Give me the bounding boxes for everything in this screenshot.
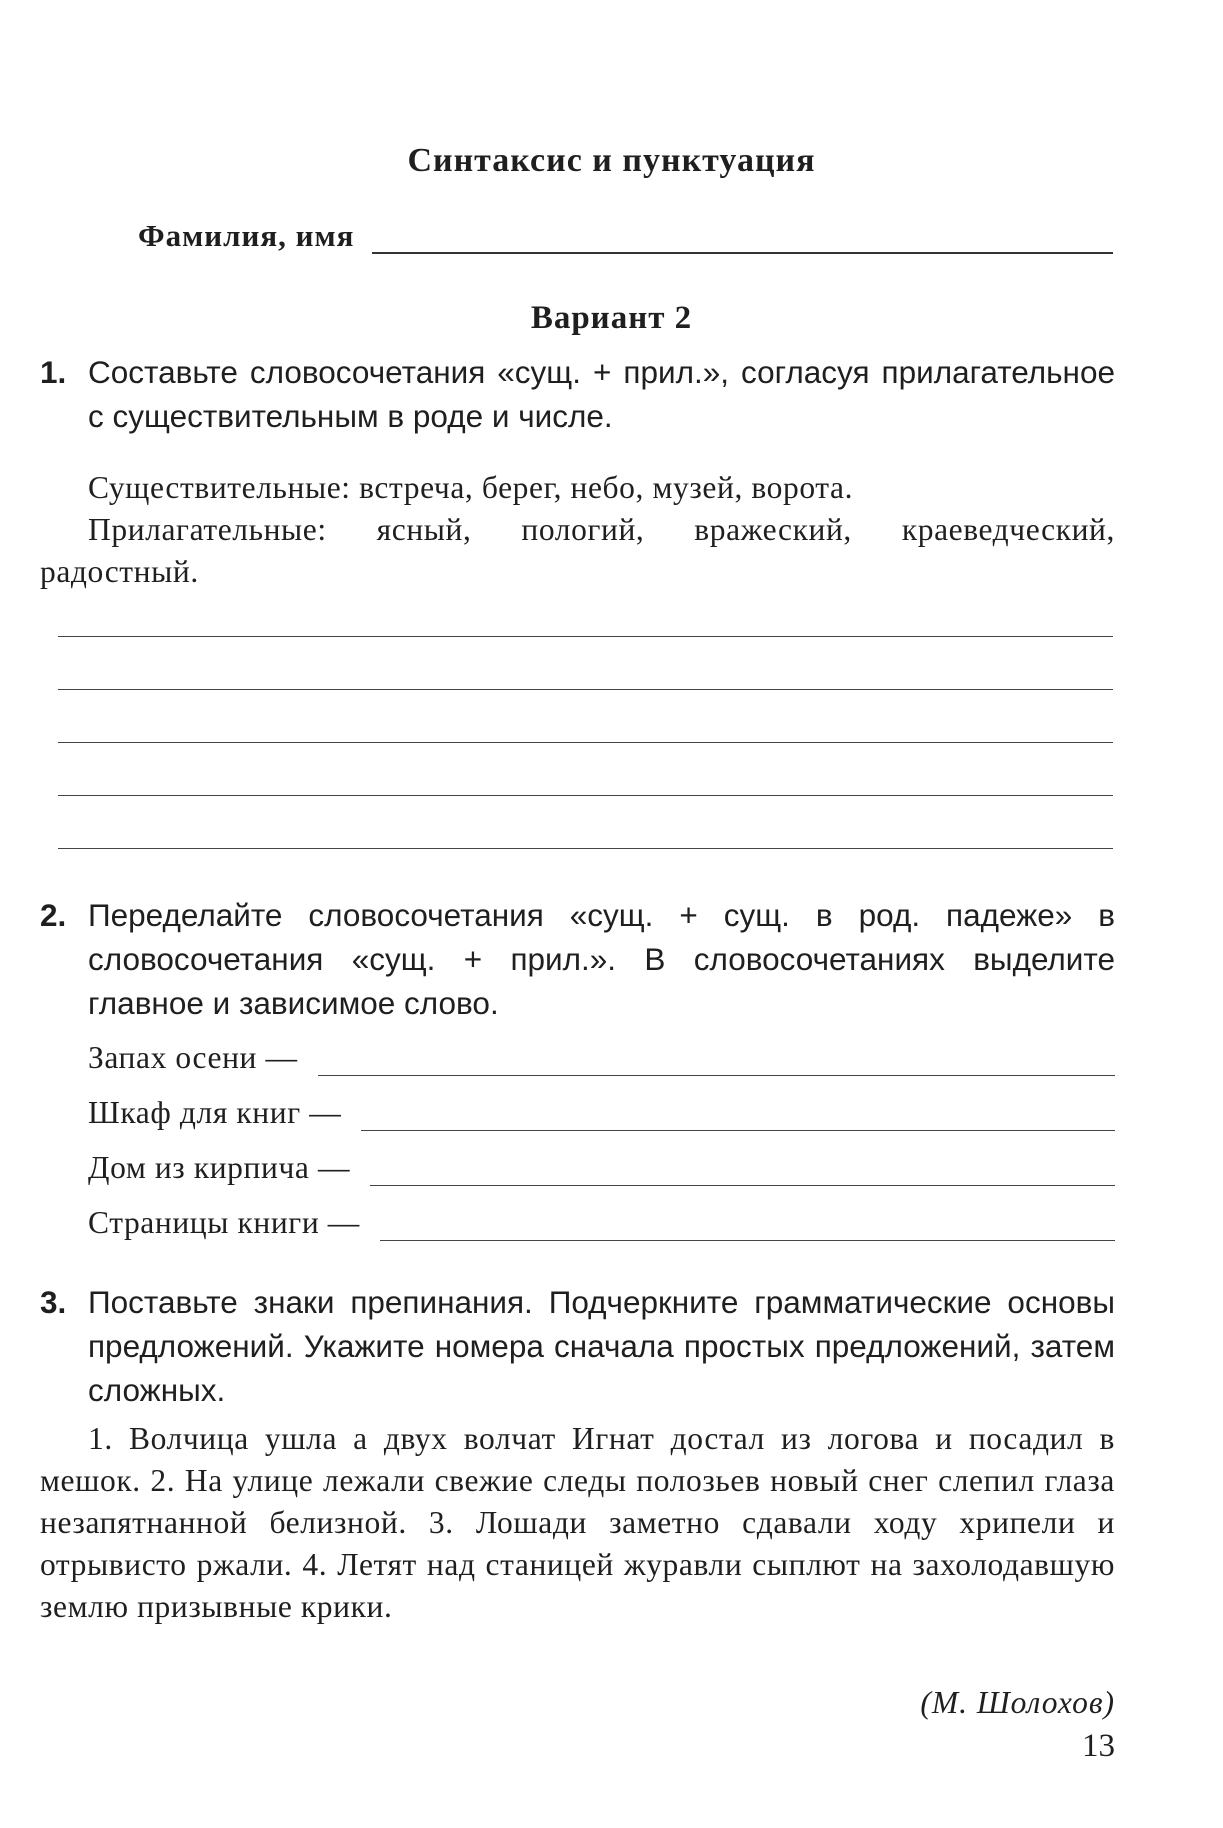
task-1-word-lists [40, 467, 1115, 593]
page-title: Синтаксис и пунктуация [407, 142, 816, 179]
name-label: Фамилия, имя [138, 218, 355, 253]
task-1-adjectives: Прилагательные: ясный, пологий, вражеский, краеведческий, радостный. [40, 512, 1115, 589]
name-field-row [138, 218, 1113, 254]
task-2-instruction: Переделайте словосочетания «сущ. + сущ. в род. падеже» в словосочетания «сущ. + прил.». В словосочетаниях выделите главное и зависимое слово. [88, 897, 1115, 1021]
passage-author: (М. Шолохов) [920, 1685, 1115, 1720]
conversion-row [88, 1040, 1115, 1076]
task-3-number: 3. [40, 1284, 67, 1320]
task-3 [40, 1280, 1115, 1412]
conversion-source: Шкаф для книг — [88, 1095, 342, 1130]
task-3-passage [40, 1418, 1115, 1628]
task-1-instruction: Составьте словосочетания «сущ. + прил.», согласуя прилагательное с существительным в роде и числе. [88, 354, 1115, 434]
variant-heading: Вариант 2 [530, 300, 693, 336]
task-1-nouns: Существительные: встреча, берег, небо, музей, ворота. [88, 470, 854, 505]
task-3-instruction: Поставьте знаки препинания. Подчеркните грамматические основы предложений. Укажите номера сначала простых предложений, затем сложных. [88, 1284, 1115, 1408]
task-3-passage-text: 1. Волчица ушла а двух волчат Игнат достал из логова и посадил в мешок. 2. На улице лежали свежие следы полозьев новый снег слепил глаза незапятнанной белизной. 3. Лошади заметно сдавали ходу хрипели и отрывисто ржали. 4. Летят над станицей журавли сыплют на захолодавшую землю призывные крики. [40, 1421, 1115, 1624]
answer-line [58, 795, 1113, 796]
conversion-row [88, 1205, 1115, 1241]
task-1-number: 1. [40, 354, 67, 390]
conversion-row [88, 1095, 1115, 1131]
answer-line [58, 742, 1113, 743]
page-number: 13 [1082, 1728, 1115, 1764]
conversion-source: Дом из кирпича — [88, 1150, 351, 1185]
conversion-blank [318, 1045, 1115, 1076]
answer-line [58, 636, 1113, 637]
conversion-source: Запах осени — [88, 1040, 298, 1075]
conversion-source: Страницы книги — [88, 1205, 360, 1240]
answer-line [58, 689, 1113, 690]
task-2-number: 2. [40, 897, 67, 933]
answer-line [58, 848, 1113, 849]
name-blank-line [372, 222, 1113, 254]
task-2 [40, 893, 1115, 1025]
conversion-blank [370, 1155, 1115, 1186]
task-1 [40, 350, 1115, 438]
conversion-row [88, 1150, 1115, 1186]
conversion-blank [380, 1210, 1115, 1241]
conversion-blank [361, 1100, 1115, 1131]
